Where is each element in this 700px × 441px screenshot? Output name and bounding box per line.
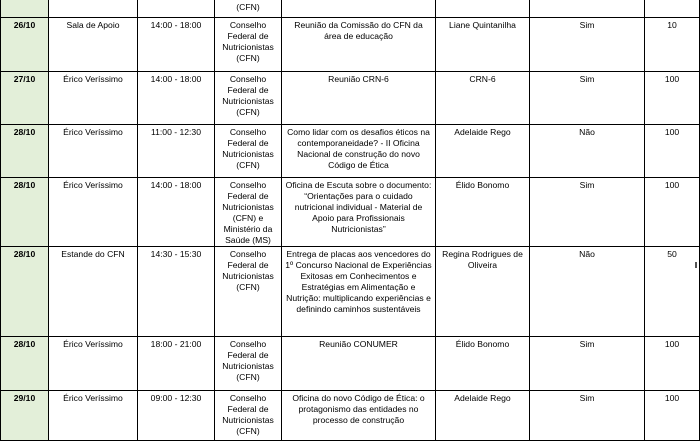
- capacity-cell: 100: [645, 125, 700, 178]
- place-cell: Érico Veríssimo: [49, 178, 138, 247]
- table-row: [1, 391, 700, 441]
- speaker-cell: Adelaide Rego: [436, 125, 530, 178]
- date-cell: 28/10: [1, 125, 49, 178]
- table-row: [1, 337, 700, 391]
- place-cell: Érico Veríssimo: [49, 391, 138, 441]
- time-cell: 14:00 - 18:00: [138, 178, 215, 247]
- capacity-cell: 100: [645, 337, 700, 391]
- place-cell: Estande do CFN: [49, 247, 138, 337]
- date-cell: [1, 0, 49, 18]
- place-cell: Érico Veríssimo: [49, 337, 138, 391]
- capacity-cell: 50: [645, 247, 700, 337]
- speaker-cell: Adelaide Rego: [436, 391, 530, 441]
- flag-cell: Sim: [530, 18, 645, 72]
- flag-cell: Não: [530, 125, 645, 178]
- speaker-cell: Élido Bonomo: [436, 337, 530, 391]
- table-row: [1, 18, 700, 72]
- topic-cell: [282, 0, 436, 18]
- time-cell: 14:00 - 18:00: [138, 18, 215, 72]
- place-cell: [49, 0, 138, 18]
- flag-cell: Sim: [530, 178, 645, 247]
- date-cell: 29/10: [1, 391, 49, 441]
- flag-cell: Sim: [530, 391, 645, 441]
- time-cell: 14:30 - 15:30: [138, 247, 215, 337]
- capacity-cell: 10: [645, 18, 700, 72]
- entity-cell: Conselho Federal de Nutricionistas (CFN): [215, 125, 282, 178]
- topic-cell: Entrega de placas aos vencedores do 1º Concurso Nacional de Experiências Exitosas em Conhecimentos e Estratégias em Alimentação e Nutrição: multiplicando experiências e definindo caminhos sustentáveis: [282, 247, 436, 337]
- time-cell: 11:00 - 12:30: [138, 125, 215, 178]
- place-cell: Sala de Apoio: [49, 18, 138, 72]
- capacity-cell: 100: [645, 72, 700, 125]
- time-cell: 18:00 - 21:00: [138, 337, 215, 391]
- date-cell: 28/10: [1, 178, 49, 247]
- capacity-cell: [645, 0, 700, 18]
- topic-cell: Reunião CRN-6: [282, 72, 436, 125]
- flag-cell: Não: [530, 247, 645, 337]
- time-cell: 09:00 - 12:30: [138, 391, 215, 441]
- flag-cell: Sim: [530, 72, 645, 125]
- table-row: [1, 178, 700, 247]
- time-cell: 14:00 - 18:00: [138, 72, 215, 125]
- speaker-cell: CRN-6: [436, 72, 530, 125]
- speaker-cell: Élido Bonomo: [436, 178, 530, 247]
- date-cell: 28/10: [1, 247, 49, 337]
- table-row: [1, 125, 700, 178]
- table-row: [1, 247, 700, 337]
- date-cell: 28/10: [1, 337, 49, 391]
- entity-cell: Conselho Federal de Nutricionistas (CFN): [215, 391, 282, 441]
- capacity-cell: 100: [645, 178, 700, 247]
- entity-cell: Conselho Federal de Nutricionistas (CFN): [215, 18, 282, 72]
- place-cell: Érico Veríssimo: [49, 125, 138, 178]
- speaker-cell: Regina Rodrigues de Oliveira: [436, 247, 530, 337]
- topic-cell: Como lidar com os desafios éticos na contemporaneidade? - II Oficina Nacional de construção do novo Código de Ética: [282, 125, 436, 178]
- entity-cell: (CFN): [215, 0, 282, 18]
- flag-cell: Sim: [530, 337, 645, 391]
- time-cell: [138, 0, 215, 18]
- capacity-cell: 100: [645, 391, 700, 441]
- entity-cell: Conselho Federal de Nutricionistas (CFN): [215, 337, 282, 391]
- speaker-cell: [436, 0, 530, 18]
- date-cell: 26/10: [1, 18, 49, 72]
- table-row: [1, 72, 700, 125]
- entity-cell: Conselho Federal de Nutricionistas (CFN) e Ministério da Saúde (MS): [215, 178, 282, 247]
- flag-cell: [530, 0, 645, 18]
- entity-cell: Conselho Federal de Nutricionistas (CFN): [215, 247, 282, 337]
- topic-cell: Oficina do novo Código de Ética: o protagonismo das entidades no processo de construção: [282, 391, 436, 441]
- topic-cell: Oficina de Escuta sobre o documento: “Orientações para o cuidado nutricional individual - Material de Apoio para Profissionais Nutricionistas”: [282, 178, 436, 247]
- page-edge-marker: [695, 262, 697, 268]
- table-row-partial: [1, 0, 700, 18]
- place-cell: Érico Veríssimo: [49, 72, 138, 125]
- entity-cell: Conselho Federal de Nutricionistas (CFN): [215, 72, 282, 125]
- topic-cell: Reunião da Comissão do CFN da área de educação: [282, 18, 436, 72]
- topic-cell: Reunião CONUMER: [282, 337, 436, 391]
- speaker-cell: Liane Quintanilha: [436, 18, 530, 72]
- date-cell: 27/10: [1, 72, 49, 125]
